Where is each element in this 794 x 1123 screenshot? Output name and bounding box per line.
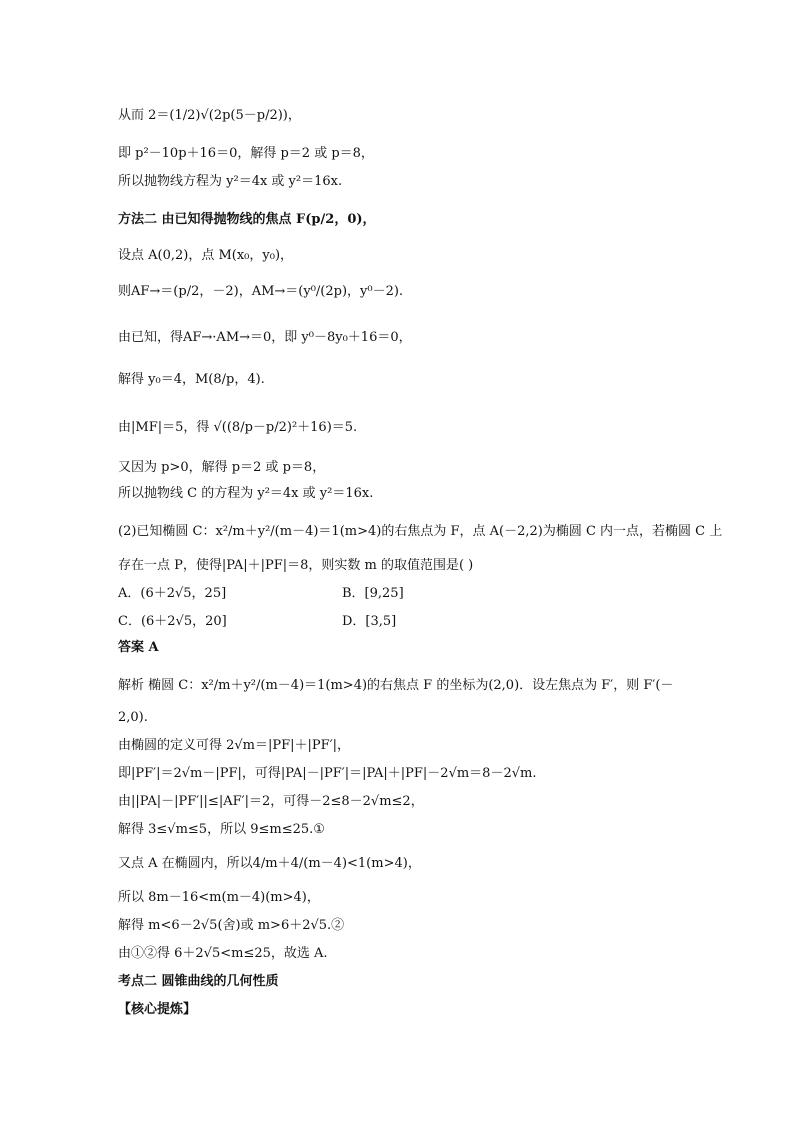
solution-line-8: 解得 y₀＝4，M(8/p，4). — [118, 372, 265, 387]
option-a: A．(6＋2√5，25] — [118, 586, 227, 601]
section-heading: 考点二 圆锥曲线的几何性质 — [118, 974, 279, 989]
solution-line-7: 由已知，得AF→·AM→＝0，即 y⁰－8y₀＋16＝0， — [118, 330, 412, 345]
analysis-line-5: 由||PA|－|PF′||≤|AF′|＝2，可得－2≤8－2√m≤2， — [118, 794, 424, 809]
solution-line-9: 由|MF|＝5，得 √((8/p－p/2)²＋16)＝5. — [118, 420, 358, 435]
question-2-stem: (2)已知椭圆 C：x²/m＋y²/(m－4)＝1(m>4)的右焦点为 F，点 A(－2,2)为椭圆 C 内一点，若椭圆 C 上 — [118, 524, 723, 539]
method-two-heading: 方法二 由已知得抛物线的焦点 F(p/2，0)， — [118, 212, 376, 227]
analysis-line-8: 所以 8m－16<m(m－4)(m>4)， — [118, 890, 320, 905]
solution-line-10: 又因为 p>0，解得 p＝2 或 p＝8， — [118, 460, 326, 475]
solution-line-5: 设点 A(0,2)，点 M(x₀，y₀)， — [118, 248, 294, 263]
analysis-line-1: 解析 椭圆 C：x²/m＋y²/(m－4)＝1(m>4)的右焦点 F 的坐标为(2,0)．设左焦点为 F′，则 F′(－ — [118, 678, 674, 693]
solution-line-3: 所以抛物线方程为 y²＝4x 或 y²＝16x. — [118, 174, 343, 189]
option-b: B．[9,25] — [342, 586, 404, 601]
analysis-line-10: 由①②得 6＋2√5<m≤25，故选 A. — [118, 946, 328, 961]
analysis-line-7: 又点 A 在椭圆内，所以4/m＋4/(m－4)<1(m>4)， — [118, 856, 421, 871]
solution-line-1: 从而 2＝(1/2)√(2p(5－p/2))， — [118, 108, 301, 123]
option-c: C．(6＋2√5，20] — [118, 614, 227, 629]
core-summary-label: 【核心提炼】 — [118, 1002, 197, 1017]
solution-line-6: 则AF→＝(p/2，－2)，AM→＝(y⁰/(2p)，y⁰－2). — [118, 284, 404, 299]
analysis-line-9: 解得 m<6－2√5(舍)或 m>6＋2√5.② — [118, 918, 345, 933]
solution-line-11: 所以抛物线 C 的方程为 y²＝4x 或 y²＝16x. — [118, 486, 374, 501]
analysis-line-4: 即|PF′|＝2√m－|PF|，可得|PA|－|PF′|＝|PA|＋|PF|－2√m＝8－2√m. — [118, 766, 537, 781]
analysis-line-6: 解得 3≤√m≤5，所以 9≤m≤25.① — [118, 822, 325, 837]
question-2-stem-cont: 存在一点 P，使得|PA|＋|PF|＝8，则实数 m 的取值范围是( ) — [118, 558, 474, 573]
analysis-line-2: 2,0). — [118, 710, 148, 725]
option-d: D．[3,5] — [342, 614, 397, 629]
analysis-line-3: 由椭圆的定义可得 2√m＝|PF|＋|PF′|， — [118, 738, 351, 753]
answer-label: 答案 A — [118, 640, 159, 655]
solution-line-2: 即 p²－10p＋16＝0，解得 p＝2 或 p＝8， — [118, 146, 374, 161]
